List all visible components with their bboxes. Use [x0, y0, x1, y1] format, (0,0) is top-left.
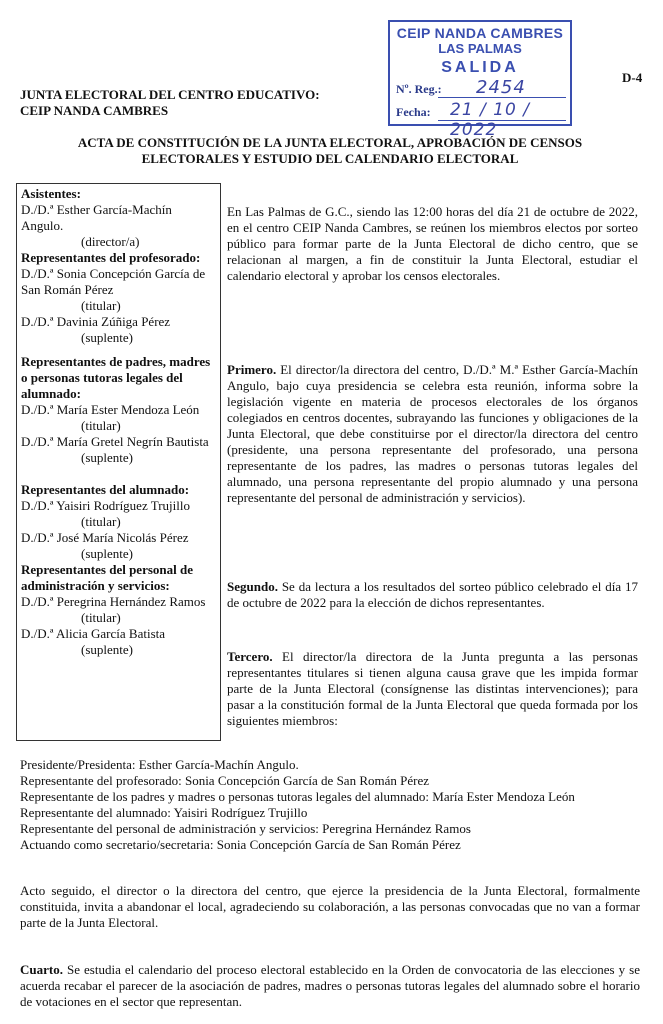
profesorado-suplente-name: D./D.ª Davinia Zúñiga Pérez: [21, 314, 171, 329]
member-alumnado: Representante del alumnado: Yaisiri Rodríguez Trujillo: [20, 805, 308, 820]
stamp-reg-label: Nº. Reg.:: [396, 82, 442, 96]
segundo-paragraph: [227, 579, 638, 611]
director-role: (director/a): [81, 234, 140, 249]
alumnado-suplente-name: D./D.ª José María Nicolás Pérez: [21, 530, 189, 545]
document-title: [30, 135, 630, 167]
title-line-2: ELECTORALES Y ESTUDIO DEL CALENDARIO ELECTORAL: [141, 151, 519, 166]
member-padres: Representante de los padres y madres o personas tutoras legales del alumnado: María Ester Mendoza León: [20, 789, 575, 804]
personal-suplente-name: D./D.ª Alicia García Batista: [21, 626, 166, 641]
segundo-label: Segundo.: [227, 579, 278, 594]
personal-titular-role: (titular): [81, 610, 121, 625]
member-presidente: Presidente/Presidenta: Esther García-Machín Angulo.: [20, 757, 299, 772]
cuarto-text: Se estudia el calendario del proceso electoral establecido en la Orden de convocatoria de las elecciones y se acuerda recabar el parecer de la asociación de padres, madres o personas tutoras legales del alumnado sobre el horario de votaciones en el sector que representan.: [20, 962, 640, 1009]
header-line-2: CEIP NANDA CAMBRES: [20, 103, 169, 118]
director-name: D./D.ª Esther García-Machín Angulo.: [21, 202, 172, 233]
intro-paragraph: En Las Palmas de G.C., siendo las 12:00 horas del día 21 de octubre de 2022, en el centro CEIP Nanda Cambres, se reúnen los miembros electos por sorteo público para formar parte de la Junta Electoral de dicho centro, que se relacionan al margen, a fin de constituir la Junta Electoral, estudiar el calendario electoral y aprobar los censos electorales.: [227, 204, 638, 283]
personal-suplente-role: (suplente): [81, 642, 133, 657]
padres-heading: Representantes de padres, madres o personas tutoras legales del alumnado:: [21, 354, 211, 401]
acto-paragraph: Acto seguido, el director o la directora del centro, que ejerce la presidencia de la Junta Electoral, formalmente constituida, invita a abandonar el local, agradeciendo su colaboración, a las personas convocadas que no van a formar parte de la Junta Electoral.: [20, 883, 640, 930]
tercero-paragraph: [227, 649, 638, 729]
alumnado-titular-role: (titular): [81, 514, 121, 529]
alumnado-titular-name: D./D.ª Yaisiri Rodríguez Trujillo: [21, 498, 190, 513]
cuarto-label: Cuarto.: [20, 962, 63, 977]
padres-suplente-name: D./D.ª María Gretel Negrín Bautista: [21, 434, 209, 449]
stamp-fecha-value: 21 / 10 / 2022: [450, 100, 530, 140]
document-code: D-4: [622, 70, 643, 85]
tercero-text: El director/la directora de la Junta pregunta a las personas representantes titulares si tienen alguna causa grave que les impida formar parte de la Junta Electoral (consígnense las distintas intervenciones); para pasar a la constitución formal de la Junta Electoral que queda formada por los siguientes miembros:: [227, 649, 638, 728]
registry-stamp: [388, 20, 572, 140]
stamp-fecha-label: Fecha:: [396, 105, 431, 119]
cuarto-paragraph: [20, 962, 640, 1010]
profesorado-titular-role: (titular): [81, 298, 121, 313]
tercero-label: Tercero.: [227, 649, 273, 664]
padres-titular-name: D./D.ª María Ester Mendoza León: [21, 402, 200, 417]
asistentes-heading: Asistentes:: [21, 186, 81, 201]
personal-heading: Representantes del personal de administración y servicios:: [21, 562, 194, 593]
header-line-1: JUNTA ELECTORAL DEL CENTRO EDUCATIVO:: [20, 87, 320, 102]
alumnado-heading: Representantes del alumnado:: [21, 482, 190, 497]
member-profesorado: Representante del profesorado: Sonia Concepción García de San Román Pérez: [20, 773, 429, 788]
stamp-school-name: CEIP NANDA CAMBRES: [396, 25, 564, 41]
member-secretario: Actuando como secretario/secretaria: Sonia Concepción García de San Román Pérez: [20, 837, 461, 852]
title-line-1: ACTA DE CONSTITUCIÓN DE LA JUNTA ELECTORAL, APROBACIÓN DE CENSOS: [77, 135, 583, 150]
primero-text: El director/la directora del centro, D./D.ª M.ª Esther García-Machín Angulo, bajo cuya presidencia se celebra esta reunión, informa sobre la legislación vigente en materia de procesos electorales de los órganos colegiados en centros docentes, subrayando las funciones y obligaciones de la Junta Electoral, que debe constituirse por el director/la directora del centro (presidente, una persona representante del profesorado, una persona representante de los padres, las madres o personas tutoras legales del alumnado, una persona representante del propio alumnado y una persona representante del personal de administración y servicios).: [227, 362, 638, 505]
member-personal: Representante del personal de administración y servicios: Peregrina Hernández Ramos: [20, 821, 471, 836]
profesorado-titular-name: D./D.ª Sonia Concepción García de San Román Pérez: [21, 266, 206, 297]
profesorado-heading: Representantes del profesorado:: [21, 250, 201, 265]
padres-titular-role: (titular): [81, 418, 121, 433]
personal-titular-name: D./D.ª Peregrina Hernández Ramos: [21, 594, 206, 609]
attendees-box: [16, 183, 221, 741]
alumnado-suplente-role: (suplente): [81, 546, 133, 561]
stamp-city: LAS PALMAS: [438, 41, 522, 56]
stamp-reg-value: 2454: [476, 77, 526, 98]
primero-label: Primero.: [227, 362, 277, 377]
segundo-text: Se da lectura a los resultados del sorteo público celebrado el día 17 de octubre de 2022 para la elección de dichos representantes.: [227, 579, 638, 610]
primero-paragraph: [227, 362, 638, 506]
padres-suplente-role: (suplente): [81, 450, 133, 465]
spacer: [21, 346, 216, 354]
profesorado-suplente-role: (suplente): [81, 330, 133, 345]
document-header: [20, 87, 320, 119]
stamp-salida: SALIDA: [441, 59, 519, 76]
members-list: [20, 757, 640, 853]
spacer: [21, 466, 216, 482]
